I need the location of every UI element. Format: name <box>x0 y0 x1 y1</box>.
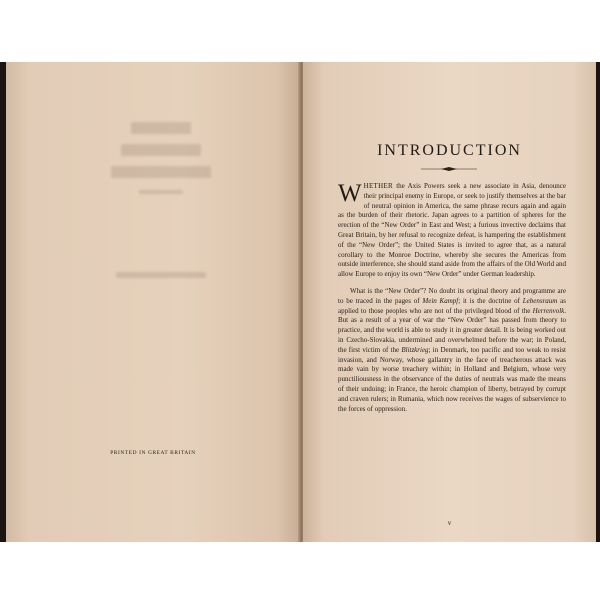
ornament-rule-icon <box>419 166 479 172</box>
p2-text-a: What is the “New Order”? No doubt its original theory and programme are to be traced in the pages of <box>338 286 566 305</box>
p2-italic-blitzkrieg: Blitzkrieg <box>401 345 429 354</box>
page-number: v <box>447 519 452 527</box>
p2-text-b: ; it is the doctrine of <box>458 296 523 305</box>
p2-text-e: ; in Denmark, too pacific and too weak to resist invasion, and Norway, whose gallantry in the face of treacherous attack was made vain by worse treachery within; in Holland and Belgium, whose very punctiliousness in the observance of the duties of neutrals was made the means of their undoing; in France, the heroic champion of liberty, betrayed by corrupt and craven rulers; in Rumania, which now receives the wages of subservience to the forces of oppression. <box>338 345 566 413</box>
p2-italic-mein-kampf: Mein Kampf <box>422 296 459 305</box>
show-through-title <box>61 122 261 322</box>
left-page <box>6 62 300 542</box>
paragraph-1-text: the Axis Powers seek a new associate in Asia, denounce their principal enemy in Europe, or seek to justify themselves at the bar of neutral opinion in America, the same phrase recurs again and again as the burden of their rhetoric. Japan agrees to a partition of spheres for the erection of the “New Order” in East and West; a furious invective declaims that Great Britain, by her refusal to recognize defeat, is hampering the establishment of the “New Order”; the United States is invited to agree that, as a natural corollary to the Monroe Doctrine, whereby she secures the Americas from outside interference, she should stand aside from the affairs of the Old World and allow Europe to enjoy its own “New Order” under German leadership. <box>338 182 566 279</box>
drop-cap: W <box>338 180 362 207</box>
p2-italic-herrenvolk: Herrenvolk <box>532 306 565 315</box>
lead-smallcaps: HETHER <box>363 182 394 190</box>
p2-italic-lebensraum: Lebensraum <box>522 296 558 305</box>
chapter-heading: INTRODUCTION <box>377 142 522 159</box>
right-page <box>303 62 596 542</box>
body-text <box>338 182 566 421</box>
p2-text-c: as applied to those peoples who are not of the privileged blood of the <box>338 296 566 315</box>
printer-imprint: PRINTED IN GREAT BRITAIN <box>110 450 196 456</box>
open-book <box>0 62 600 542</box>
paragraph-2 <box>338 287 566 414</box>
p2-text-d: . But as a result of a year of war the “New Order” has passed from theory to practice, and the world is able to study it in greater detail. It is being worked out in Czecho-Slovakia, undermined and overwhelmed before the war; in Poland, the first victim of the <box>338 306 566 354</box>
paragraph-1 <box>338 182 566 280</box>
